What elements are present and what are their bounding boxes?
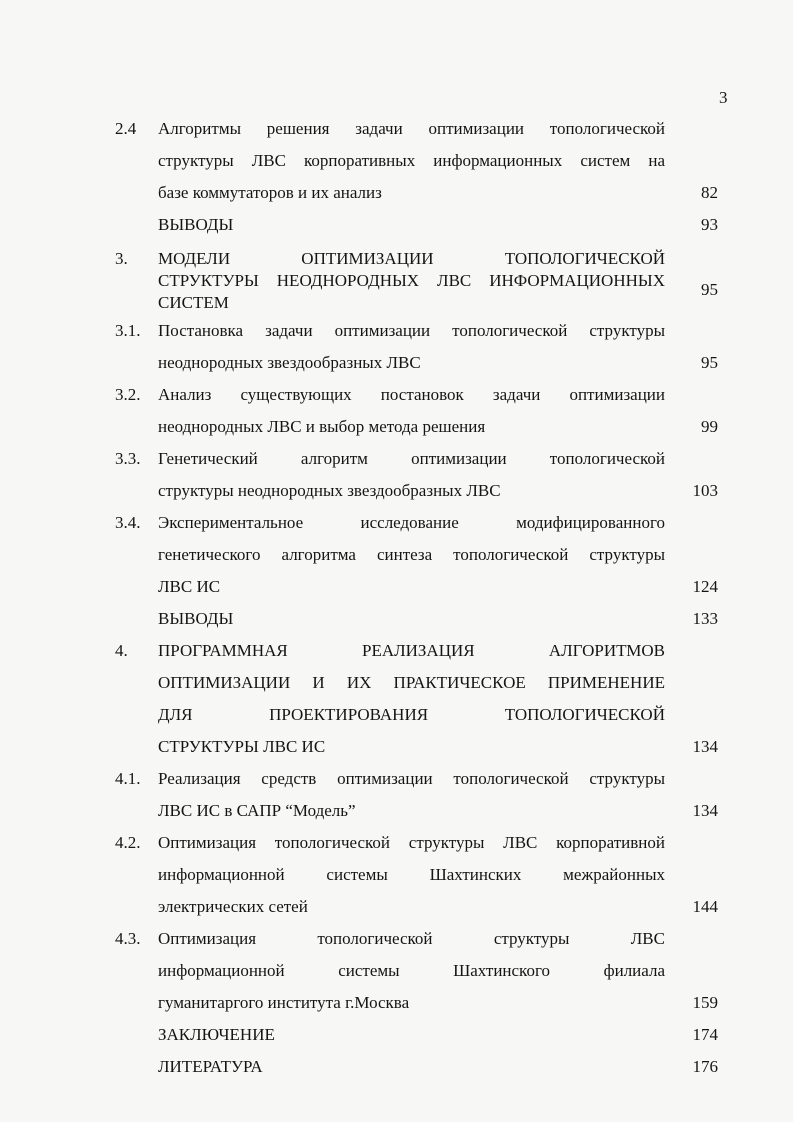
section-title bbox=[158, 635, 665, 763]
title-line: МОДЕЛИ ОПТИМИЗАЦИИ ТОПОЛОГИЧЕСКОЙ bbox=[158, 249, 665, 268]
toc-entry-3-3 bbox=[0, 443, 793, 507]
section-title bbox=[158, 113, 665, 209]
page-ref: 99 bbox=[701, 417, 718, 436]
toc-entry-3 bbox=[0, 248, 793, 314]
section-title bbox=[158, 923, 665, 1019]
title-line: электрических сетей bbox=[158, 897, 308, 916]
page-ref: 134 bbox=[692, 801, 718, 820]
title-line: информационной системы Шахтинского филиала bbox=[158, 961, 665, 980]
title-line: СИСТЕМ bbox=[158, 293, 229, 312]
toc-entry-references bbox=[0, 1051, 793, 1083]
title-line: Постановка задачи оптимизации топологической структуры bbox=[158, 321, 665, 340]
toc-entry-conclusions-3 bbox=[0, 603, 793, 635]
section-title bbox=[158, 248, 665, 314]
title-line: генетического алгоритма синтеза топологической структуры bbox=[158, 545, 665, 564]
section-number: 4.1. bbox=[115, 769, 141, 788]
title-line: Экспериментальное исследование модифицированного bbox=[158, 513, 665, 532]
page-ref: 144 bbox=[692, 897, 718, 916]
toc-entry-3-2 bbox=[0, 379, 793, 443]
page-ref: 176 bbox=[692, 1057, 718, 1076]
section-title bbox=[158, 603, 665, 635]
title-line: ЛВС ИС bbox=[158, 577, 221, 596]
toc-entry-conclusions-2 bbox=[0, 209, 793, 241]
toc-entry-3-4 bbox=[0, 507, 793, 603]
title-line: СТРУКТУРЫ НЕОДНОРОДНЫХ ЛВС ИНФОРМАЦИОННЫХ bbox=[158, 271, 665, 290]
table-of-contents bbox=[0, 113, 793, 1083]
title-line: неоднородных звездообразных ЛВС bbox=[158, 353, 421, 372]
title-line: ВЫВОДЫ bbox=[158, 609, 234, 628]
page-number: 3 bbox=[719, 88, 728, 107]
page-ref: 124 bbox=[692, 577, 718, 596]
section-number: 4.3. bbox=[115, 929, 141, 948]
section-title bbox=[158, 443, 665, 507]
section-number: 3.2. bbox=[115, 385, 141, 404]
section-number: 2.4 bbox=[115, 119, 137, 138]
page-ref: 159 bbox=[692, 993, 718, 1012]
page-ref: 133 bbox=[692, 609, 718, 628]
title-line: Оптимизация топологической структуры ЛВС bbox=[158, 929, 665, 948]
title-line: ДЛЯ ПРОЕКТИРОВАНИЯ ТОПОЛОГИЧЕСКОЙ bbox=[158, 705, 665, 724]
title-line: ЛИТЕРАТУРА bbox=[158, 1057, 263, 1076]
section-number: 3.4. bbox=[115, 513, 141, 532]
section-title bbox=[158, 827, 665, 923]
toc-entry-3-1 bbox=[0, 315, 793, 379]
title-line: ЗАКЛЮЧЕНИЕ bbox=[158, 1025, 275, 1044]
page-ref: 82 bbox=[701, 183, 718, 202]
title-line: Анализ существующих постановок задачи оптимизации bbox=[158, 385, 665, 404]
title-line: СТРУКТУРЫ ЛВС ИС bbox=[158, 737, 326, 756]
title-line: базе коммутаторов и их анализ bbox=[158, 183, 382, 202]
section-number: 3.1. bbox=[115, 321, 141, 340]
section-title bbox=[158, 1051, 665, 1083]
title-line: Оптимизация топологической структуры ЛВС корпоративной bbox=[158, 833, 665, 852]
title-line: информационной системы Шахтинских межрайонных bbox=[158, 865, 665, 884]
section-title bbox=[158, 763, 665, 827]
toc-entry-2-4 bbox=[0, 113, 793, 209]
title-line: ПРОГРАММНАЯ РЕАЛИЗАЦИЯ АЛГОРИТМОВ bbox=[158, 641, 665, 660]
title-line: ОПТИМИЗАЦИИ И ИХ ПРАКТИЧЕСКОЕ ПРИМЕНЕНИЕ bbox=[158, 673, 665, 692]
toc-entry-4-1 bbox=[0, 763, 793, 827]
title-line: неоднородных ЛВС и выбор метода решения bbox=[158, 417, 486, 436]
section-title bbox=[158, 1019, 665, 1051]
page-ref: 174 bbox=[692, 1025, 718, 1044]
section-number: 3. bbox=[115, 249, 128, 268]
title-line: Генетический алгоритм оптимизации топологической bbox=[158, 449, 665, 468]
toc-entry-4 bbox=[0, 635, 793, 763]
section-number: 4. bbox=[115, 641, 128, 660]
section-title bbox=[158, 315, 665, 379]
title-line: структуры ЛВС корпоративных информационных систем на bbox=[158, 151, 665, 170]
title-line: гуманитаргого института г.Москва bbox=[158, 993, 410, 1012]
title-line: ВЫВОДЫ bbox=[158, 215, 234, 234]
section-title bbox=[158, 209, 665, 241]
section-number: 4.2. bbox=[115, 833, 141, 852]
section-number: 3.3. bbox=[115, 449, 141, 468]
page-ref: 95 bbox=[701, 280, 718, 299]
toc-entry-4-2 bbox=[0, 827, 793, 923]
section-title bbox=[158, 379, 665, 443]
title-line: Реализация средств оптимизации топологической структуры bbox=[158, 769, 665, 788]
page-ref: 134 bbox=[692, 737, 718, 756]
title-line: ЛВС ИС в САПР “Модель” bbox=[158, 801, 356, 820]
toc-entry-conclusion bbox=[0, 1019, 793, 1051]
section-title bbox=[158, 507, 665, 603]
page-ref: 103 bbox=[692, 481, 718, 500]
page-ref: 93 bbox=[701, 215, 718, 234]
title-line: структуры неоднородных звездообразных ЛВС bbox=[158, 481, 501, 500]
toc-entry-4-3 bbox=[0, 923, 793, 1019]
page-ref: 95 bbox=[701, 353, 718, 372]
title-line: Алгоритмы решения задачи оптимизации топологической bbox=[158, 119, 665, 138]
